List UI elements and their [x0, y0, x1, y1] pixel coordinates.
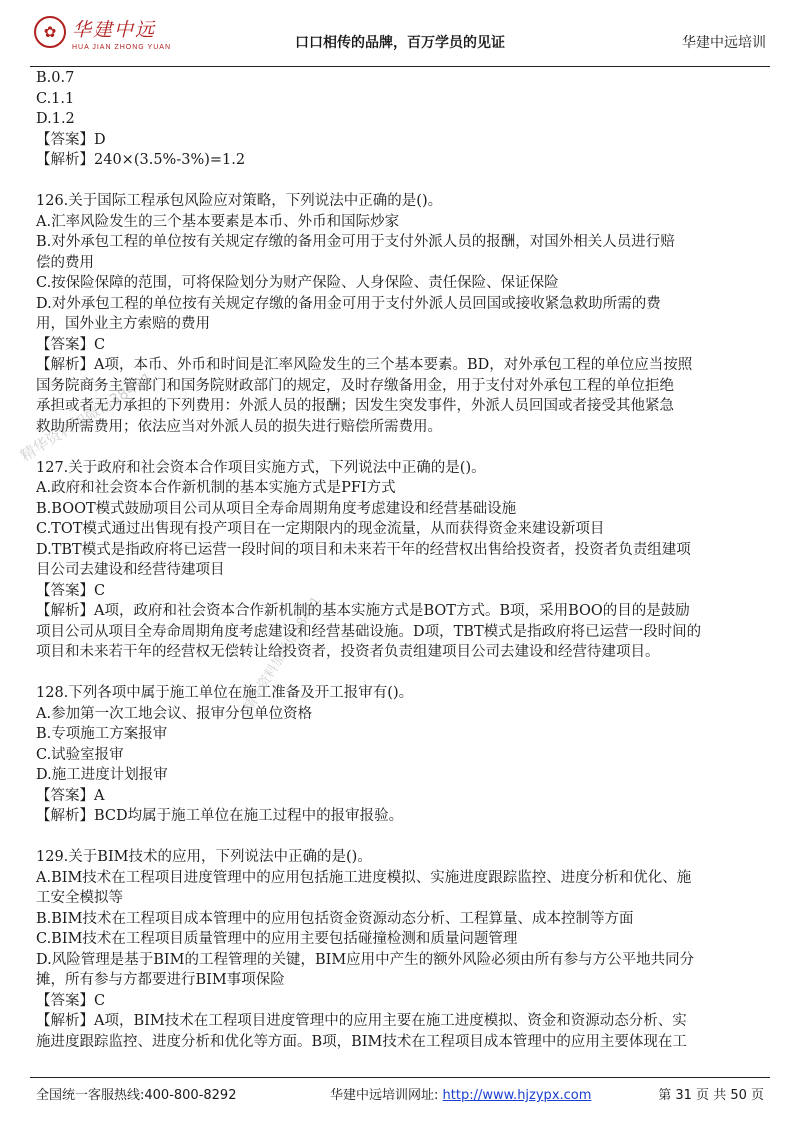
footer-hotline: 全国统一客服热线:400-800-8292: [36, 1088, 237, 1103]
header-slogan: 口口相传的品牌，百万学员的见证: [295, 35, 505, 51]
footer-website: [330, 1084, 591, 1103]
text-line: D.风险管理是基于BIM的工程管理的关键，BIM应用中产生的额外风险必须由所有参与方公平地共同分: [36, 951, 695, 968]
text-line: A.汇率风险发生的三个基本要素是本币、外币和国际炒家: [36, 213, 400, 230]
text-line: D.对外承包工程的单位按有关规定存缴的备用金可用于支付外派人员回国或接收紧急救助所需的费: [36, 295, 661, 312]
answer-line: 【答案】C: [36, 992, 106, 1009]
text-line: 偿的费用: [36, 254, 94, 271]
text-line: B.BOOT模式鼓励项目公司从项目全寿命周期角度考虑建设和经营基础设施: [36, 500, 517, 517]
paragraph-gap: [36, 437, 766, 458]
explanation-line: 【解析】A项，BIM技术在工程项目进度管理中的应用主要在施工进度模拟、资金和资源动态分析、实: [36, 1013, 687, 1029]
text-line: 承担或者无力承担的下列费用：外派人员的报酬；因发生突发事件，外派人员回国或者接受其他紧急: [36, 398, 674, 414]
header-brand: 华建中远培训: [682, 35, 766, 51]
answer-line: 【答案】C: [36, 582, 106, 599]
text-line: A.BIM技术在工程项目进度管理中的应用包括施工进度模拟、实施进度跟踪监控、进度分析和优化、施: [36, 869, 692, 886]
paragraph-gap: [36, 663, 766, 684]
text-line: 摊，所有参与方都要进行BIM事项保险: [36, 972, 285, 988]
text-line: B.0.7: [36, 70, 75, 86]
answer-line: 【答案】C: [36, 336, 106, 353]
text-line: C.TOT模式通过出售现有投产项目在一定期限内的现金流量，从而获得资金来建设新项目: [36, 521, 605, 537]
logo-english-name: HUA JIAN ZHONG YUAN: [72, 44, 171, 51]
text-line: 国务院商务主管部门和国务院财政部门的规定，及时存缴备用金，用于支付对外承包工程的单位拒绝: [36, 377, 674, 394]
document-body: [36, 68, 766, 1052]
text-line: C.1.1: [36, 90, 75, 107]
text-line: D.施工进度计划报审: [36, 767, 168, 783]
watermark-text: 精华资料加微信38491: [241, 593, 325, 715]
text-line: A.参加第一次工地会议、报审分包单位资格: [36, 705, 313, 722]
text-line: 用，国外业主方索赔的费用: [36, 316, 210, 332]
explanation-line: 【解析】BCD均属于施工单位在施工过程中的报审报验。: [36, 808, 404, 824]
question-stem: 126.关于国际工程承包风险应对策略，下列说法中正确的是()。: [36, 193, 443, 209]
text-line: 目公司去建设和经营待建项目: [36, 562, 225, 578]
answer-line: 【答案】A: [36, 787, 105, 804]
text-line: D.TBT模式是指政府将已运营一段时间的项目和未来若干年的经营权出售给投资者，投资者负责组建项: [36, 541, 691, 558]
watermark-text: 精华资料加微信38491: [17, 368, 157, 465]
text-line: 施进度跟踪监控、进度分析和优化等方面。B项，BIM技术在工程项目成本管理中的应用主要体现在工: [36, 1033, 687, 1050]
text-line: 工安全模拟等: [36, 890, 123, 906]
question-stem: 129.关于BIM技术的应用，下列说法中正确的是()。: [36, 849, 372, 865]
text-line: C.BIM技术在工程项目质量管理中的应用主要包括碰撞检测和质量问题管理: [36, 931, 518, 947]
text-line: B.专项施工方案报审: [36, 726, 168, 742]
text-line: 救助所需费用；依法应当对外派人员的损失进行赔偿所需费用。: [36, 418, 442, 435]
text-line: C.按保险保障的范围，可将保险划分为财产保险、人身保险、责任保险、保证保险: [36, 275, 559, 291]
text-line: C.试验室报审: [36, 746, 124, 763]
footer-website-link[interactable]: http://www.hjzypx.com: [442, 1088, 592, 1103]
explanation-line: 【解析】240×(3.5%-3%)=1.2: [36, 152, 246, 168]
text-line: D.1.2: [36, 111, 75, 127]
question-stem: 128.下列各项中属于施工单位在施工准备及开工报审有()。: [36, 685, 414, 701]
explanation-line: 【解析】A项，政府和社会资本合作新机制的基本实施方式是BOT方式。B项，采用BOO的目的是鼓励: [36, 603, 690, 619]
logo-chinese-name: 华建中远: [72, 19, 157, 41]
logo-seal-icon: ✿: [34, 16, 66, 48]
page-header: [30, 6, 770, 67]
text-line: 项目公司从项目全寿命周期角度考虑建设和经营基础设施。D项，TBT模式是指政府将已运营一段时间的: [36, 623, 702, 640]
footer-page-number: 第 31 页 共 50 页: [658, 1088, 764, 1103]
text-line: A.政府和社会资本合作新机制的基本实施方式是PFI方式: [36, 480, 396, 496]
footer-website-label: 华建中远培训网址:: [330, 1088, 439, 1103]
paragraph-gap: [36, 171, 766, 192]
paragraph-gap: [36, 827, 766, 848]
text-line: 项目和未来若干年的经营权无偿转让给投资者，投资者负责组建项目公司去建设和经营待建项目。: [36, 644, 660, 660]
question-stem: 127.关于政府和社会资本合作项目实施方式，下列说法中正确的是()。: [36, 459, 486, 476]
explanation-line: 【解析】A项，本币、外币和时间是汇率风险发生的三个基本要素。BD，对外承包工程的单位应当按照: [36, 357, 693, 373]
text-line: B.BIM技术在工程项目成本管理中的应用包括资金资源动态分析、工程算量、成本控制等方面: [36, 910, 634, 927]
answer-line: 【答案】D: [36, 131, 106, 148]
text-line: B.对外承包工程的单位按有关规定存缴的备用金可用于支付外派人员的报酬，对国外相关人员进行赔: [36, 234, 675, 250]
page-footer: [30, 1077, 770, 1112]
